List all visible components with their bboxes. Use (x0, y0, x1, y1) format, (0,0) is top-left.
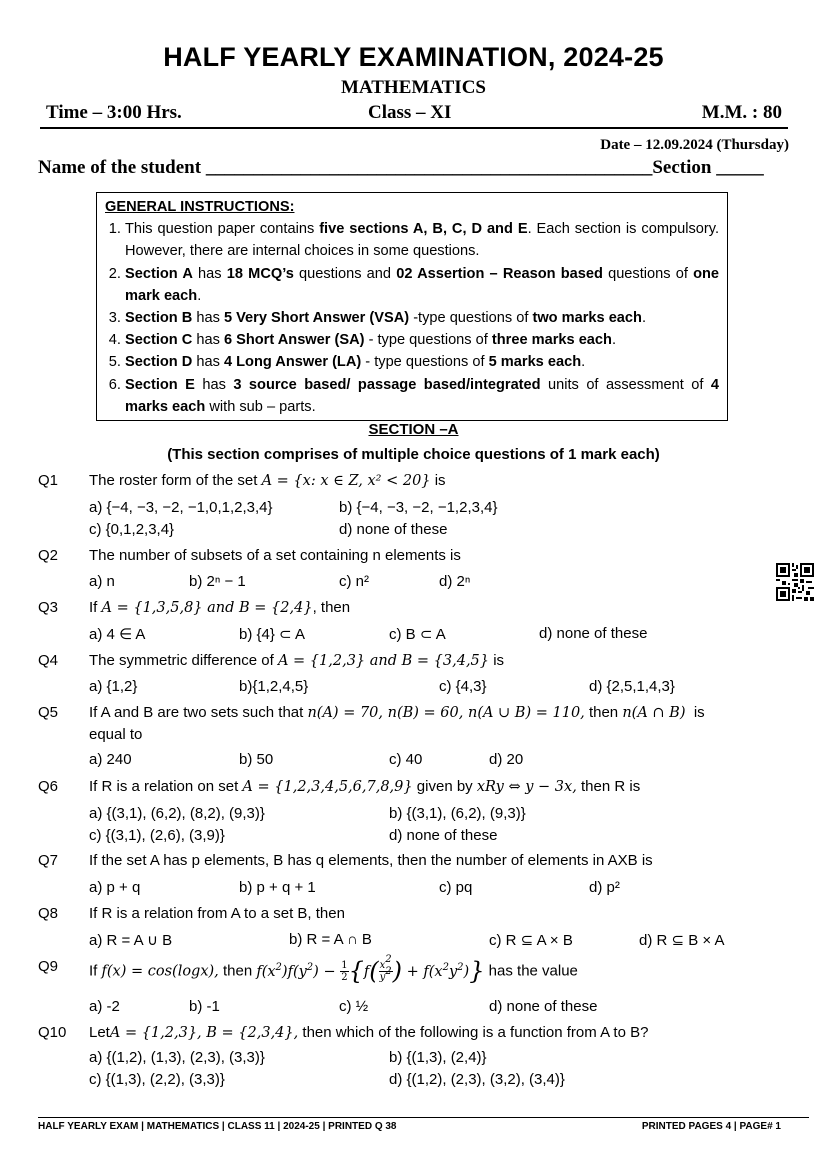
exam-title: HALF YEARLY EXAMINATION, 2024-25 (163, 42, 664, 72)
question-number: Q9 (38, 958, 59, 975)
question-text: If R is a relation on set A = {1,2,3,4,5,6,7,8,9} given by xRy ⇔ y − 3x, then R is (89, 778, 641, 795)
exam-meta-row (46, 102, 782, 124)
option-b: b) R = A ∩ B (289, 931, 372, 948)
option-b: b){1,2,4,5} (239, 678, 309, 695)
question-number: Q7 (38, 852, 59, 869)
general-instructions-box (96, 192, 728, 421)
option-d: d) none of these (339, 521, 448, 538)
question-number: Q1 (38, 472, 59, 489)
option-d: d) R ⊆ B × A (639, 932, 725, 949)
option-a: a) {(3,1), (6,2), (8,2), (9,3)} (89, 805, 265, 822)
question-number: Q10 (38, 1024, 67, 1041)
option-c: c) 40 (389, 751, 423, 768)
exam-class: Class – XI (368, 102, 452, 123)
instruction-item: 3. Section B has 5 Very Short Answer (VSA) -type questions of two marks each. (125, 307, 719, 329)
option-c: c) {0,1,2,3,4} (89, 521, 175, 538)
option-b: b) {4} ⊂ A (239, 626, 305, 643)
question-text: LetA = {1,2,3}, B = {2,3,4}, then which of the following is a function from A to B? (89, 1024, 649, 1041)
option-b: b) {(1,3), (2,4)} (389, 1049, 487, 1066)
question-text: If A and B are two sets such that n(A) = 70, n(B) = 60, n(A ∪ B) = 110, then n(A ∩ B) is (89, 704, 705, 721)
option-d: d) none of these (489, 998, 598, 1015)
section-a-title: SECTION –A (368, 421, 459, 438)
question-number: Q8 (38, 905, 59, 922)
option-c: c) {(1,3), (2,2), (3,3)} (89, 1071, 225, 1088)
exam-max-marks: M.M. : 80 (701, 102, 782, 123)
question-text: The roster form of the set A = {x: x ∈ Z, x² < 20} is (89, 472, 446, 489)
option-c: c) R ⊆ A × B (489, 932, 573, 949)
question-number: Q2 (38, 547, 59, 564)
footer-page-info: PRINTED PAGES 4 | PAGE# 1 (641, 1121, 781, 1132)
exam-time: Time – 3:00 Hrs. (46, 102, 182, 123)
subject-title: MATHEMATICS (341, 77, 486, 98)
student-name-line (38, 157, 764, 179)
student-name-blank: _______________________________________________ (205, 157, 653, 178)
option-a: a) 4 ∈ A (89, 626, 146, 643)
option-d: d) {(1,2), (2,3), (3,2), (3,4)} (389, 1071, 565, 1088)
option-b: b) 2ⁿ − 1 (189, 573, 246, 590)
question-text: If A = {1,3,5,8} and B = {2,4}, then (89, 599, 351, 616)
question-number: Q6 (38, 778, 59, 795)
option-b: b) {−4, −3, −2, −1,2,3,4} (339, 499, 498, 516)
option-d: d) 20 (489, 751, 524, 768)
option-d: d) none of these (539, 625, 648, 642)
option-b: b) 50 (239, 751, 274, 768)
question-text-continued: equal to (89, 726, 143, 743)
option-c: c) {4,3} (439, 678, 487, 695)
q9-expression: $f(x^2)f(y^2)$ − $\frac{1}{2}$ {f( $\frac{x^2}{y^2}$ ) + $f(x^2y^2)$} (256, 954, 485, 985)
option-b: b) {(3,1), (6,2), (9,3)} (389, 805, 526, 822)
instruction-item: 2. Section A has 18 MCQ’s questions and 02 Assertion – Reason based questions of one mark each. (125, 263, 719, 307)
section-label: Section (652, 157, 712, 178)
question-number: Q5 (38, 704, 59, 721)
instruction-item: 1. This question paper contains five sections A, B, C, D and E. Each section is compulsory. However, there are internal choices in some questions. (125, 218, 719, 262)
option-c: c) B ⊂ A (389, 626, 446, 643)
instructions-list (105, 218, 719, 418)
option-a: a) {1,2} (89, 678, 138, 695)
option-a: a) 240 (89, 751, 132, 768)
option-a: a) {−4, −3, −2, −1,0,1,2,3,4} (89, 499, 273, 516)
option-d: d) 2ⁿ (439, 573, 471, 590)
question-number: Q4 (38, 652, 59, 669)
option-a: a) R = A ∪ B (89, 932, 173, 949)
section-blank: _____ (716, 157, 764, 178)
footer-divider (38, 1117, 809, 1118)
option-a: a) n (89, 573, 115, 590)
question-text: If the set A has p elements, B has q elements, then the number of elements in AXB is (89, 852, 653, 869)
question-text: If R is a relation from A to a set B, then (89, 905, 345, 922)
option-d: d) none of these (389, 827, 498, 844)
option-c: c) n² (339, 573, 369, 590)
option-c: c) pq (439, 879, 473, 896)
option-a: a) -2 (89, 998, 120, 1015)
instruction-item: 4. Section C has 6 Short Answer (SA) - type questions of three marks each. (125, 329, 719, 351)
instruction-item: 6. Section E has 3 source based/ passage based/integrated units of assessment of 4 marks each with sub – parts. (125, 374, 719, 418)
header-divider (40, 127, 788, 129)
section-a-note: (This section comprises of multiple choice questions of 1 mark each) (167, 446, 660, 463)
option-b: b) -1 (189, 998, 220, 1015)
option-d: d) p² (589, 879, 620, 896)
option-d: d) {2,5,1,4,3} (589, 678, 675, 695)
exam-date: Date – 12.09.2024 (Thursday) (600, 137, 789, 153)
question-text: The number of subsets of a set containing n elements is (89, 547, 461, 564)
student-name-label: Name of the student (38, 157, 202, 178)
option-a: a) p + q (89, 879, 141, 896)
instructions-heading: GENERAL INSTRUCTIONS: (105, 199, 295, 215)
qr-code-icon (776, 563, 814, 601)
option-a: a) {(1,2), (1,3), (2,3), (3,3)} (89, 1049, 265, 1066)
option-b: b) p + q + 1 (239, 879, 316, 896)
option-c: c) ½ (339, 998, 369, 1015)
instruction-item: 5. Section D has 4 Long Answer (LA) - type questions of 5 marks each. (125, 351, 719, 373)
question-text: The symmetric difference of A = {1,2,3} and B = {3,4,5} is (89, 652, 505, 669)
footer-left-text: HALF YEARLY EXAM | MATHEMATICS | CLASS 11 | 2024-25 | PRINTED Q 38 (38, 1121, 397, 1132)
question-text: If f(x) = cos(logx), then $f(x^2)f(y^2)$ − $\frac{1}{2}$ {f( $\frac{x^2}{y^2}$ ) + $f(x^2y^2)$} has the value (89, 954, 578, 985)
question-number: Q3 (38, 599, 59, 616)
option-c: c) {(3,1), (2,6), (3,9)} (89, 827, 225, 844)
